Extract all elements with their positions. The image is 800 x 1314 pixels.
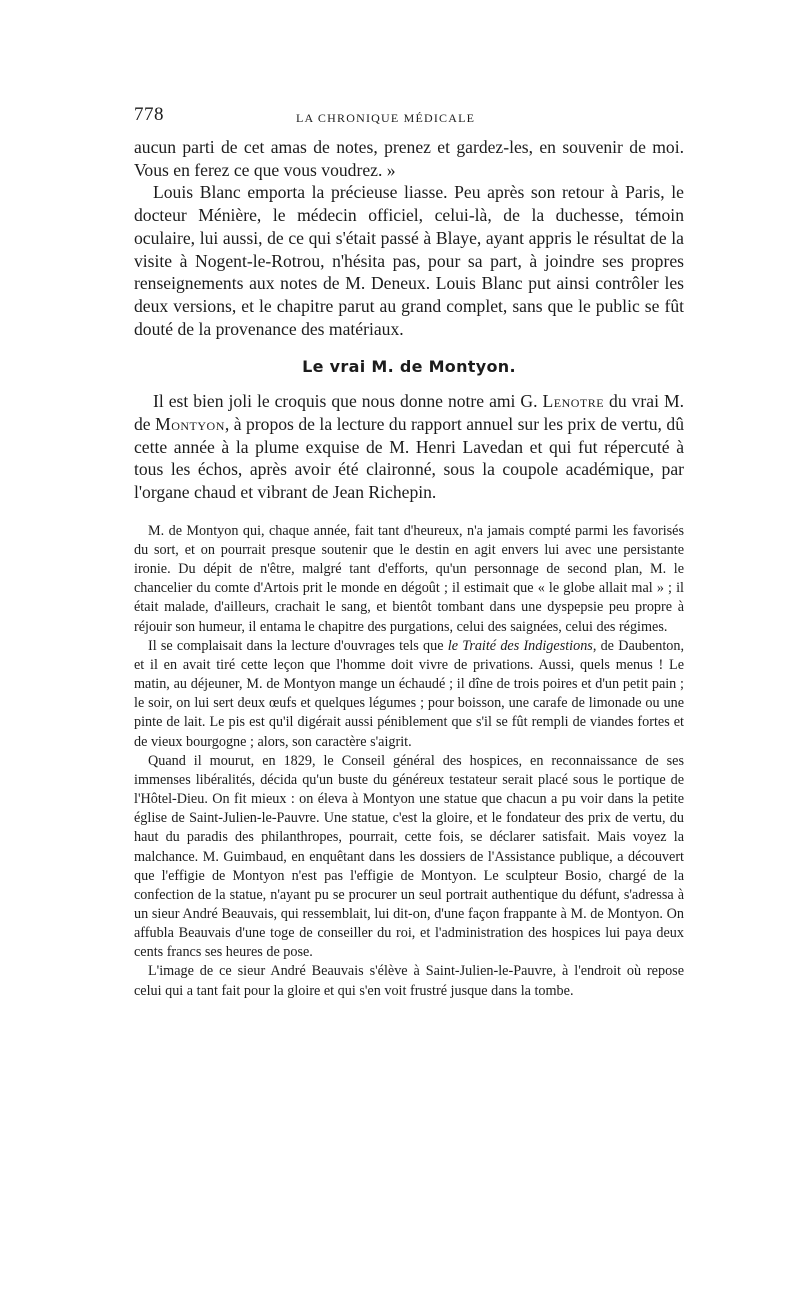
quoted-excerpt (134, 522, 684, 1001)
intro-paragraph-continued: aucun parti de cet amas de notes, prenez et gardez-les, en souvenir de moi. Vous en ferez ce que vous voudrez. » (134, 137, 684, 180)
author-name: Lenotre (542, 391, 605, 412)
quote-paragraph-3: Quand il mourut, en 1829, le Conseil général des hospices, en reconnaissance de ses immenses libéralités, décida qu'un buste du généreux testateur serait placé sous le portique de l'Hôtel-Dieu. On fit mieux : on éleva à Montyon une statue que chacun a pu voir dans la petite église de Saint-Julien-le-Pauvre. Une statue, c'est la gloire, et le fondateur des prix de vertu, du haut du paradis des philanthropes, pourrait, cette fois, se déclarer satisfait. Mais voyez la malchance. M. Guimbaud, en enquêtant dans les dossiers de l'Assistance publique, a découvert que l'effigie de Montyon n'est pas l'effigie de Montyon. Le sculpteur Bosio, chargé de la confection de la statue, n'ayant pu se procurer un seul portrait authentique du défunt, s'adressa à un sieur André Beauvais, qui ressemblait, lui dit-on, d'une façon frappante à M. de Montyon. On affubla Beauvais d'une toge de conseiller du roi, et l'administration des hospices lui paya deux cents francs ses heures de pose. (134, 752, 684, 961)
page-header (134, 104, 684, 128)
section-text-b: du vrai M. de (134, 391, 684, 435)
section-text-a: Il est bien joli le croquis que nous donne notre ami G. (153, 391, 543, 412)
section-intro-paragraph (134, 390, 684, 504)
quote-paragraph-2 (134, 637, 684, 752)
section-title: Le vrai M. de Montyon. (302, 357, 516, 377)
montyon-name: Montyon (155, 414, 225, 435)
quote-text-b: , de Daubenton, et il en avait tiré cette leçon que l'homme doit vivre de privations. Aussi, quels menus ! Le matin, au déjeuner, M. de Montyon mange un échaudé ; il dîne de trois poires et d'un petit pain ; le soir, on lui sert deux œufs et quelques légumes ; pour boisson, une carafe de limonade ou une pinte de lait. Le pis est qu'il digérait aussi péniblement que s'il se fût rempli de viandes fortes et de vieux bourgogne ; alors, son caractère s'aigrit. (134, 637, 684, 750)
section-text-c: , à propos de la lecture du rapport annuel sur les prix de vertu, dû cette année à la plume exquise de M. Henri Lavedan et qui fut répercuté à tous les échos, après avoir été claironné, sous la coupole académique, par l'organe chaud et vibrant de Jean Richepin. (134, 414, 684, 503)
quote-text-a: Il se complaisait dans la lecture d'ouvrages tels que (148, 637, 448, 654)
book-title: le Traité des Indigestions (447, 637, 593, 654)
quote-paragraph-4: L'image de ce sieur André Beauvais s'élève à Saint-Julien-le-Pauvre, à l'endroit où repose celui qui a tant fait pour la gloire et qui s'en voit frustré jusque dans la tombe. (134, 963, 684, 999)
running-title: LA CHRONIQUE MÉDICALE (296, 111, 476, 125)
page-body (134, 136, 684, 1001)
intro-paragraph: Louis Blanc emporta la précieuse liasse. Peu après son retour à Paris, le docteur Ménière, le médecin officiel, celui-là, de la duchesse, témoin oculaire, lui aussi, de ce qui s'était passé à Blaye, ayant appris le résultat de la visite à Nogent-le-Rotrou, n'hésita pas, pour sa part, à joindre ses propres renseignements aux notes de M. Deneux. Louis Blanc put ainsi contrôler les deux versions, et le chapitre parut au grand complet, sans que le public se fût douté de la provenance des matériaux. (134, 182, 684, 339)
page-number: 778 (134, 104, 164, 125)
quote-paragraph-1: M. de Montyon qui, chaque année, fait tant d'heureux, n'a jamais compté parmi les favorisés du sort, et on pourrait presque soutenir que le destin en agit envers lui avec une persistante ironie. Du dépit de n'être, malgré tant d'efforts, qu'un personnage de second plan, M. le chancelier du comte d'Artois prit le monde en dégoût ; il estimait que « le globe allait mal » ; il était malade, d'ailleurs, crachait le sang, et bientôt tombant dans une dyspepsie peu propre à réjouir son humeur, il entama le chapitre des purgations, celui des saignées, celui des régimes. (134, 522, 684, 635)
